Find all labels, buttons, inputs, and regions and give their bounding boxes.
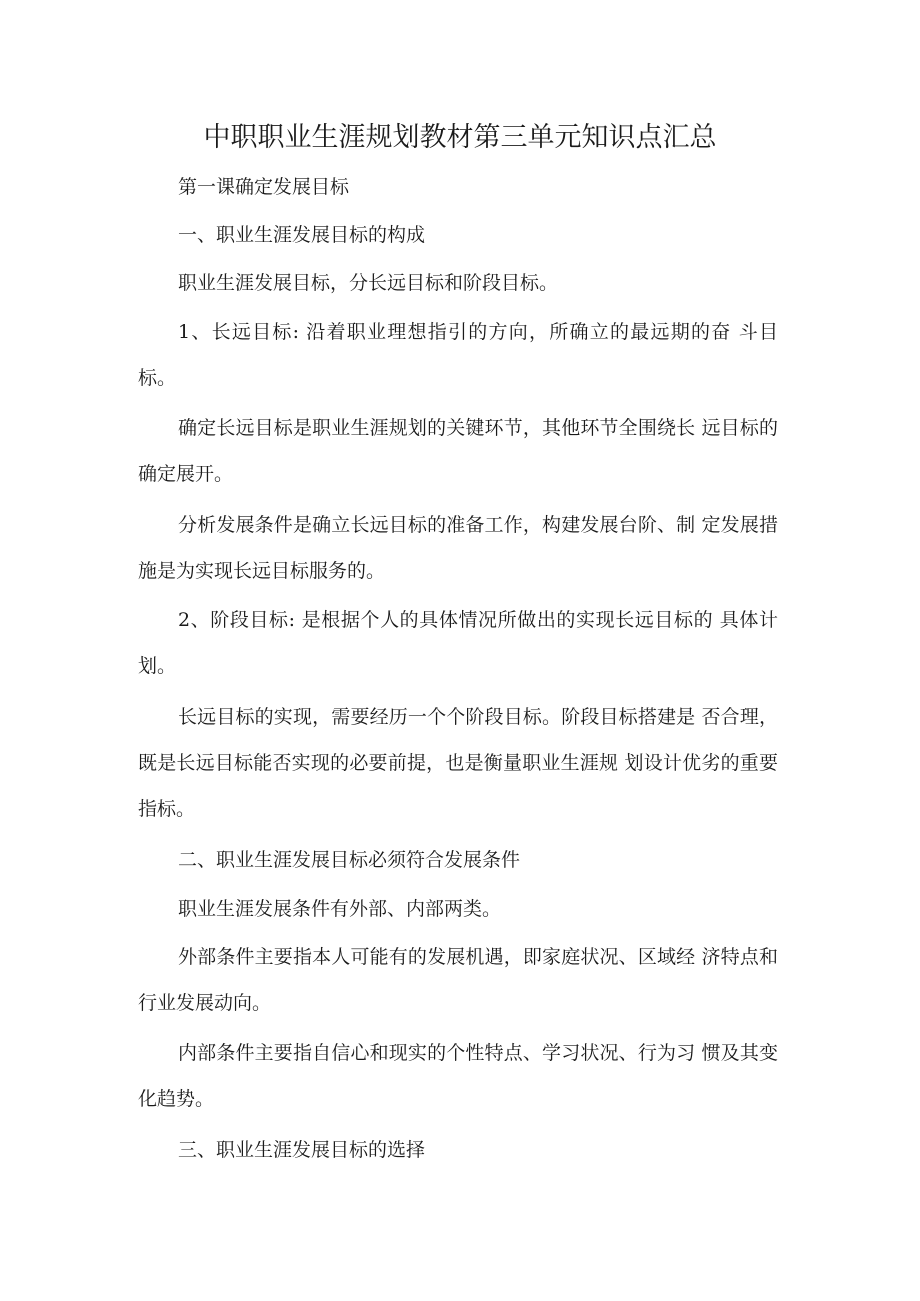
paragraph: 内部条件主要指自信心和现实的个性特点、学习状况、行为习 惯及其变化趋势。 bbox=[138, 1042, 778, 1110]
paragraph: 职业生涯发展条件有外部、内部两类。 bbox=[178, 898, 502, 920]
paragraph: 分析发展条件是确立长远目标的准备工作，构建发展台阶、制 定发展措施是为实现长远目标服务的。 bbox=[138, 514, 778, 582]
paragraph: 确定长远目标是职业生涯规划的关键环节，其他环节全围绕长 远目标的确定展开。 bbox=[138, 417, 778, 485]
document-title: 中职职业生涯规划教材第三单元知识点汇总 bbox=[203, 122, 717, 153]
section-heading-1: 一、职业生涯发展目标的构成 bbox=[178, 224, 426, 246]
paragraph: 职业生涯发展目标，分长远目标和阶段目标。 bbox=[178, 272, 559, 294]
paragraph-stage-goal: 2、阶段目标: 是根据个人的具体情况所做出的实现长远目标的 具体计划。 bbox=[138, 609, 778, 677]
paragraph-long-term-goal: 1、长远目标: 沿着职业理想指引的方向，所确立的最远期的奋 斗目标。 bbox=[138, 321, 778, 389]
section-heading-2: 二、职业生涯发展目标必须符合发展条件 bbox=[178, 849, 521, 871]
section-heading-3: 三、职业生涯发展目标的选择 bbox=[178, 1139, 426, 1161]
lesson-heading: 第一课确定发展目标 bbox=[178, 176, 350, 198]
paragraph: 外部条件主要指本人可能有的发展机遇，即家庭状况、区域经 济特点和行业发展动向。 bbox=[138, 946, 778, 1014]
paragraph: 长远目标的实现，需要经历一个个阶段目标。阶段目标搭建是 否合理，既是长远目标能否实现的必要前提，也是衡量职业生涯规 划设计优劣的重要指标。 bbox=[138, 706, 778, 820]
